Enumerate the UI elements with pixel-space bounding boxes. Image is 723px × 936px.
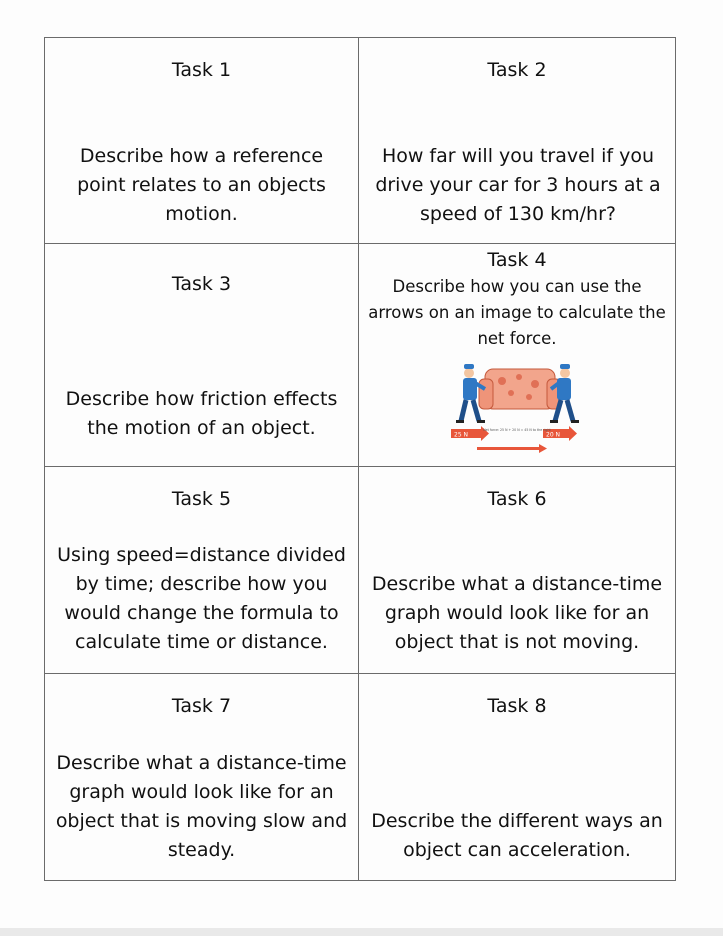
task-card-8 — [359, 674, 676, 881]
task-card-1 — [45, 38, 359, 244]
task-3-title: Task 3 — [171, 273, 232, 295]
right-force-label: 20 N — [546, 431, 561, 439]
task-card-7 — [45, 674, 359, 881]
net-force-caption: Net force: 25 N + 20 N = 45 N to the right — [483, 428, 551, 432]
task-card-2 — [359, 38, 676, 244]
movers-carrying-couch-illustration — [447, 359, 587, 459]
task-card-grid — [44, 37, 676, 881]
task-row-4 — [45, 674, 676, 881]
task-7-title: Task 7 — [171, 695, 232, 717]
task-4-title: Task 4 — [487, 249, 547, 271]
task-8-title: Task 8 — [487, 695, 547, 717]
task-5-body: Using speed=distance divided by time; describe how you would change the formula to calculate time or distance. — [57, 544, 346, 653]
task-6-title: Task 6 — [487, 488, 547, 510]
task-1-title: Task 1 — [171, 59, 232, 81]
left-force-label: 25 N — [454, 431, 469, 439]
task-card-3 — [45, 244, 359, 467]
task-8-body: Describe the different ways an object can acceleration. — [371, 810, 663, 861]
task-row-3 — [45, 467, 676, 674]
task-6-body: Describe what a distance-time graph would look like for an object that is not moving. — [371, 573, 663, 653]
task-2-title: Task 2 — [487, 59, 547, 81]
net-force-arrow — [477, 444, 547, 453]
task-card-4 — [359, 244, 676, 467]
task-row-1 — [45, 38, 676, 244]
page-bottom-edge — [0, 928, 723, 936]
couch-image — [479, 369, 561, 409]
task-card-5 — [45, 467, 359, 674]
task-row-2 — [45, 244, 676, 467]
task-3-body: Describe how friction effects the motion of an object. — [65, 388, 338, 439]
task-7-body: Describe what a distance-time graph would look like for an object that is moving slow and steady. — [55, 752, 348, 861]
task-5-title: Task 5 — [171, 488, 232, 510]
task-4-body: Describe how you can use the arrows on an image to calculate the net force. — [368, 277, 666, 348]
task-2-body: How far will you travel if you drive your car for 3 hours at a speed of 130 km/hr? — [375, 145, 661, 225]
task-card-6 — [359, 467, 676, 674]
task-1-body: Describe how a reference point relates to an objects motion. — [77, 145, 326, 225]
